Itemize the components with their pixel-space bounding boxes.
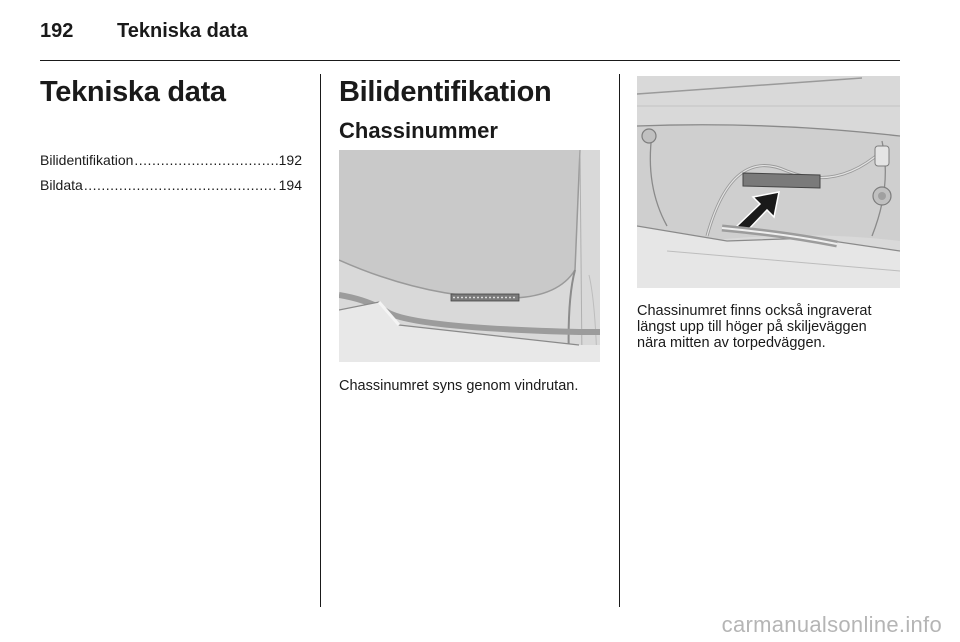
column-divider-2	[619, 74, 620, 607]
toc-label: Bildata	[40, 177, 83, 193]
windshield-vin-figure	[339, 150, 600, 362]
toc-label: Bilidentifikation	[40, 152, 134, 168]
firewall-caption	[637, 303, 905, 351]
firewall-caption-line-1: Chassinumret finns också ingraverat	[637, 303, 872, 319]
toc-entry-bildata[interactable]	[40, 177, 302, 193]
subsection-heading: Chassinummer	[339, 118, 498, 143]
firewall-vin-figure	[637, 76, 900, 288]
page-number: 192	[40, 20, 74, 42]
watermark[interactable]: carmanualsonline.info	[721, 612, 942, 637]
toc-page: 194	[278, 177, 302, 193]
firewall-caption-line-2: längst upp till höger på skiljeväggen	[637, 319, 867, 335]
windshield-caption: Chassinumret syns genom vindrutan.	[339, 378, 579, 394]
toc-leader	[134, 152, 277, 168]
chapter-title: Tekniska data	[40, 76, 226, 108]
toc-entry-bilidentifikation[interactable]	[40, 152, 302, 168]
column-divider-1	[320, 74, 321, 607]
section-heading: Bilidentifikation	[339, 76, 552, 108]
toc-page: 192	[278, 152, 302, 168]
running-header: Tekniska data	[117, 20, 248, 42]
header-rule	[40, 60, 900, 61]
toc-leader	[84, 177, 278, 193]
firewall-caption-line-3: nära mitten av torpedväggen.	[637, 335, 826, 351]
